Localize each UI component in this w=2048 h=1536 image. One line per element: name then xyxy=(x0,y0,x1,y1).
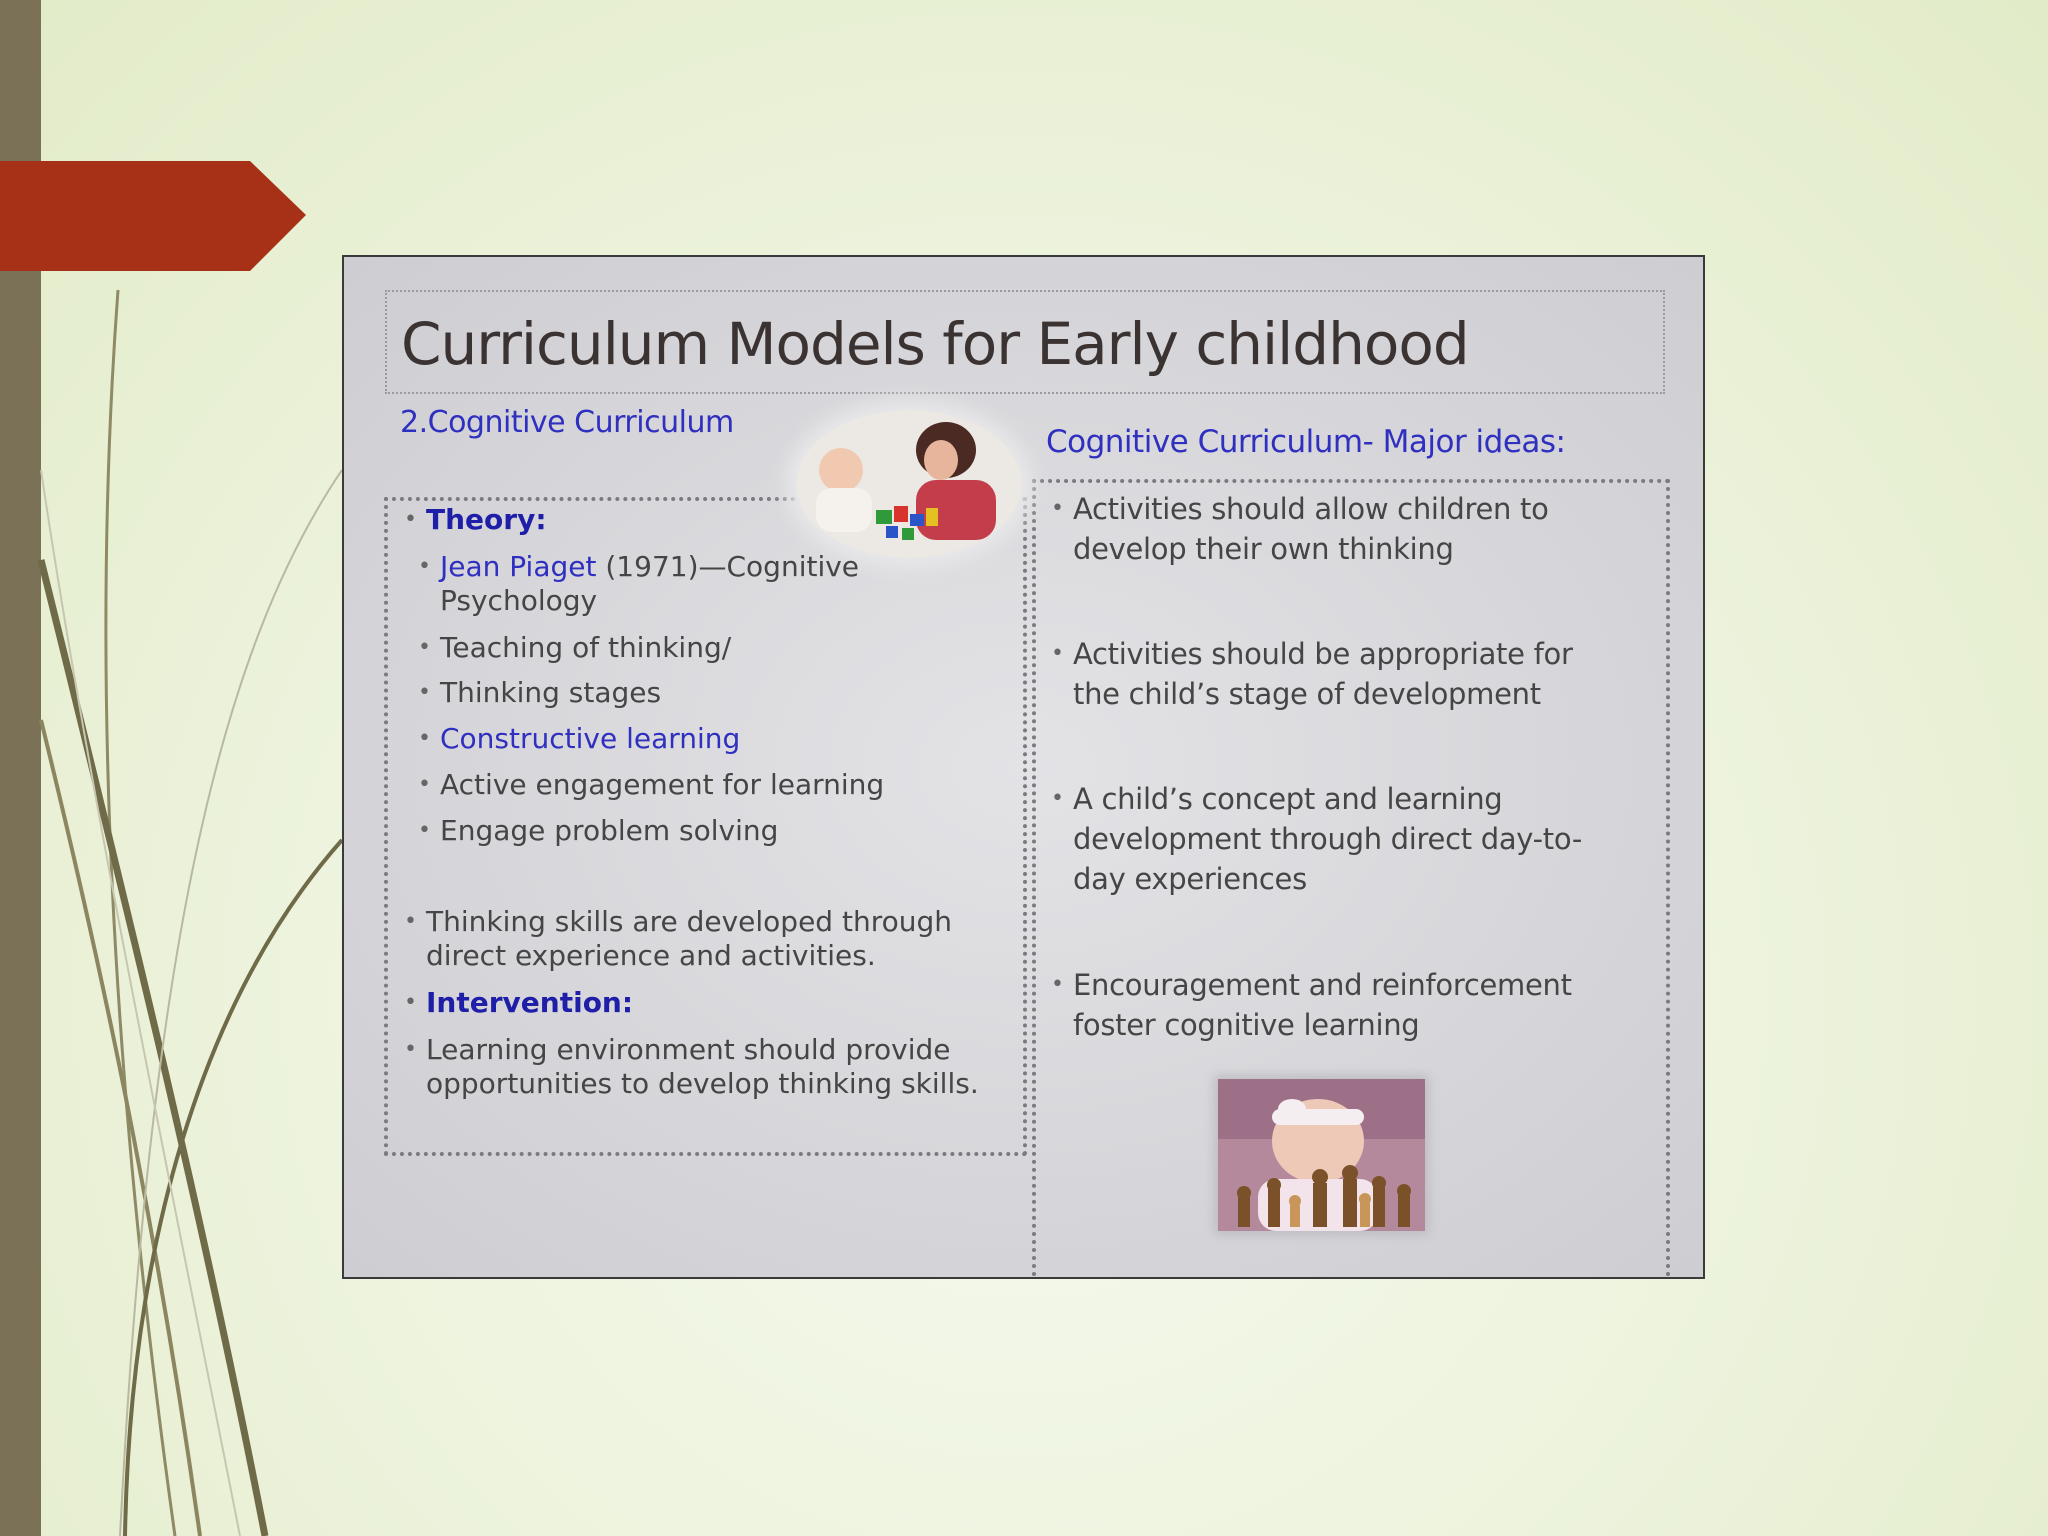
idea-1-line2: develop their own thinking xyxy=(1073,532,1454,566)
idea-4-line2: foster cognitive learning xyxy=(1073,1008,1420,1042)
baby-chess-photo xyxy=(1218,1079,1425,1231)
title-box xyxy=(385,290,1665,394)
idea-3-line3: day experiences xyxy=(1073,862,1307,896)
bullet-piaget-line2: Psychology xyxy=(440,584,598,617)
bullet-dot: • xyxy=(404,1037,417,1062)
bullet-dot: • xyxy=(404,507,417,532)
bullet-skills: • Thinking skills are developed through xyxy=(404,905,952,938)
piaget-rest: (1971)—Cognitive xyxy=(596,550,860,583)
bullet-dot: • xyxy=(404,909,417,934)
bullet-dot: • xyxy=(418,772,431,797)
idea-2-line2: the child’s stage of development xyxy=(1073,677,1541,711)
bullet-dot: • xyxy=(1051,641,1064,666)
bullet-environment-line2: opportunities to develop thinking skills. xyxy=(426,1067,979,1100)
slide-subtitle: 2.Cognitive Curriculum xyxy=(400,405,734,440)
bullet-theory: • Theory: xyxy=(404,503,547,536)
idea-4: • Encouragement and reinforcement xyxy=(1073,965,1572,1005)
mother-baby-photo xyxy=(796,410,1022,558)
bullet-piaget xyxy=(418,550,860,584)
bullet-dot: • xyxy=(418,635,431,660)
idea-3-line2: development through direct day-to- xyxy=(1073,822,1583,856)
bullet-dot: • xyxy=(418,818,431,843)
slide-title: Curriculum Models for Early childhood xyxy=(401,310,1469,378)
piaget-name: Jean Piaget xyxy=(440,550,597,583)
slide-panel xyxy=(342,255,1705,1279)
bullet-constructive: • Constructive learning xyxy=(418,722,741,755)
bullet-dot: • xyxy=(418,554,431,579)
bullet-skills-line2: direct experience and activities. xyxy=(426,939,876,972)
major-ideas-heading: Cognitive Curriculum- Major ideas: xyxy=(1046,424,1566,460)
idea-3: • A child’s concept and learning xyxy=(1073,779,1502,819)
bullet-dot: • xyxy=(404,990,417,1015)
idea-2: • Activities should be appropriate for xyxy=(1073,634,1573,674)
idea-1: • Activities should allow children to xyxy=(1073,489,1549,529)
bullet-dot: • xyxy=(418,680,431,705)
bullet-active: • Active engagement for learning xyxy=(418,768,885,801)
bullet-teaching: • Teaching of thinking/ xyxy=(418,631,732,664)
bullet-intervention: • Intervention: xyxy=(404,986,634,1019)
bullet-stages: • Thinking stages xyxy=(418,676,662,709)
bullet-dot: • xyxy=(1051,972,1064,997)
bullet-environment: • Learning environment should provide xyxy=(404,1033,951,1066)
bullet-problem: • Engage problem solving xyxy=(418,814,779,847)
bullet-dot: • xyxy=(418,726,431,751)
bullet-dot: • xyxy=(1051,496,1064,521)
red-arrow-tab xyxy=(0,0,310,1536)
bullet-dot: • xyxy=(1051,786,1064,811)
